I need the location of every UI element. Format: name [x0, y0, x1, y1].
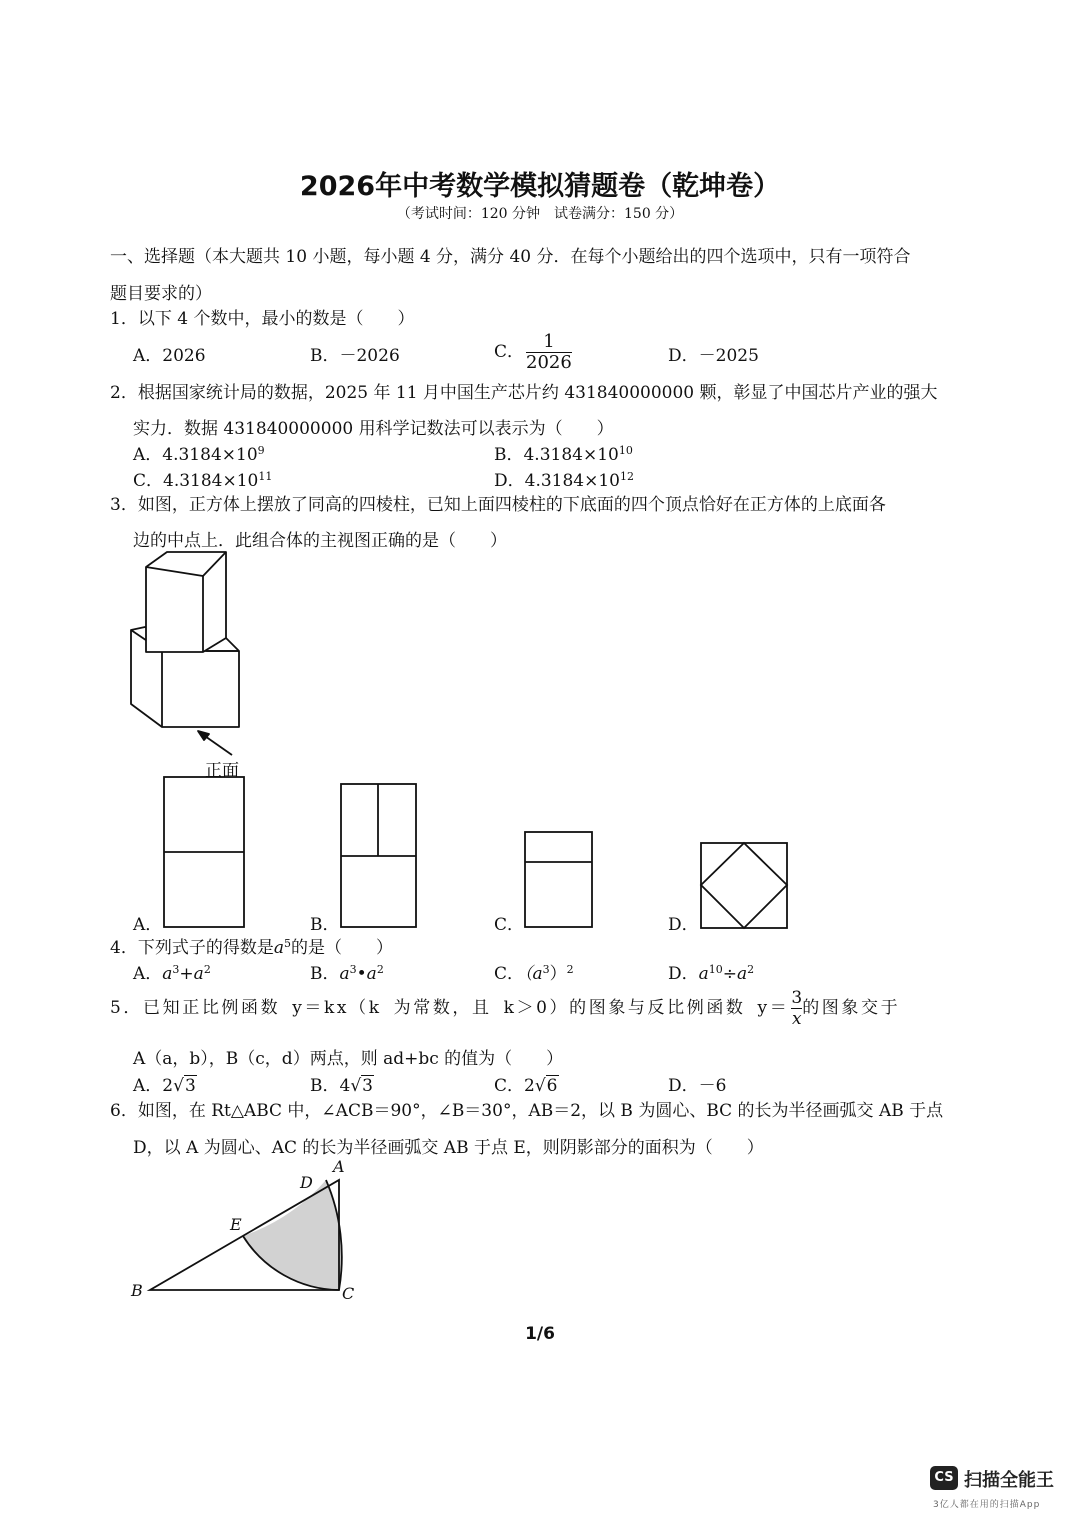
q5-stem-line1: 5．已知正比例函数 y＝kx（k 为常数，且 k＞0）的图象与反比例函数 y＝ $\frac{3}{x}$ 的图象交于 [110, 988, 901, 1029]
q1-option-a: A．2026 [133, 346, 206, 366]
exam-title: 2026年中考数学模拟猜题卷（乾坤卷） [299, 171, 781, 202]
q5-option-b: B．4√3 [310, 1076, 373, 1096]
section-heading-line2: 题目要求的） [110, 284, 212, 304]
q1-option-b: B．－2026 [310, 346, 400, 366]
q2-option-d: D．$4.3184\times 10^{12}$ [494, 470, 634, 491]
scanner-logo-icon: CS [930, 1466, 958, 1490]
q3-option-a-label: A． [133, 915, 163, 935]
q4-option-d: D．$a^{10}\div a^2$ [668, 963, 755, 984]
q5-frac-denominator: x [791, 1009, 802, 1029]
section-heading-line1: 一、选择题（本大题共 10 小题，每小题 4 分，满分 40 分．在每个小题给出的四个选项中，只有一项符合 [110, 247, 911, 267]
q3-stem-line1: 3．如图，正方体上摆放了同高的四棱柱，已知上面四棱柱的下底面的四个顶点恰好在正方体的上底面各 [110, 495, 886, 515]
q3-option-c-label: C． [494, 915, 525, 935]
page-number: 1/6 [525, 1324, 555, 1344]
q1-stem: 1．以下 4 个数中，最小的数是（ ） [110, 309, 415, 329]
point-e-label: E [230, 1215, 242, 1234]
q2-stem-line2: 实力．数据 431840000000 用科学记数法可以表示为（ ） [133, 419, 614, 439]
point-c-label: C [342, 1284, 355, 1303]
q1-option-c-denominator: 2026 [526, 352, 572, 373]
q4-option-c: C．$(a^3)^2$ [494, 963, 574, 984]
q4-option-b: B．$a^3•a^2$ [310, 963, 384, 984]
q1-option-c-label: C． [494, 342, 525, 362]
q5-option-d: D．－6 [668, 1076, 727, 1096]
q5-frac-numerator: 3 [791, 988, 803, 1008]
q2-option-b: B．$4.3184\times 10^{10}$ [494, 444, 633, 465]
scanner-logo-tagline: 3亿人都在用的扫描App [933, 1500, 1041, 1510]
q1-option-c-numerator: 1 [543, 331, 555, 352]
q3-stem-line2: 边的中点上．此组合体的主视图正确的是（ ） [133, 531, 507, 551]
q3-option-d-label: D． [668, 915, 699, 935]
q1-option-d: D．－2025 [668, 346, 759, 366]
q2-option-a: A．$4.3184\times 10^9$ [133, 444, 265, 465]
q6-stem-line1: 6．如图，在 Rt△ABC 中，∠ACB＝90°，∠B＝30°，AB＝2，以 B 为圆心、BC 的长为半径画弧交 AB 于点 [110, 1101, 944, 1121]
scanner-logo-text: 扫描全能王 [964, 1470, 1054, 1491]
q4-option-a: A．$a^3+a^2$ [133, 963, 211, 984]
point-b-label: B [131, 1281, 143, 1300]
q4-stem: 4．下列式子的得数是$a^5$的是（ ） [110, 937, 393, 958]
q6-stem-line2: D，以 A 为圆心、AC 的长为半径画弧交 AB 于点 E，则阴影部分的面积为（ ） [133, 1138, 764, 1158]
q2-stem-line1: 2．根据国家统计局的数据，2025 年 11 月中国生产芯片约 431840000000 颗，彰显了中国芯片产业的强大 [110, 383, 938, 403]
q3-option-b-label: B． [310, 915, 340, 935]
q5-option-a: A．2√3 [133, 1076, 196, 1096]
q5-option-c: C．2√6 [494, 1076, 558, 1096]
q5-stem-line2: A（a，b），B（c，d）两点，则 ad+bc 的值为（ ） [133, 1049, 564, 1069]
point-d-label: D [300, 1173, 313, 1192]
exam-subtitle: （考试时间：120 分钟 试卷满分：150 分） [396, 206, 684, 222]
front-view-label: 正面 [205, 761, 239, 781]
q2-option-c: C．$4.3184\times 10^{11}$ [133, 470, 273, 491]
point-a-label: A [333, 1157, 345, 1176]
